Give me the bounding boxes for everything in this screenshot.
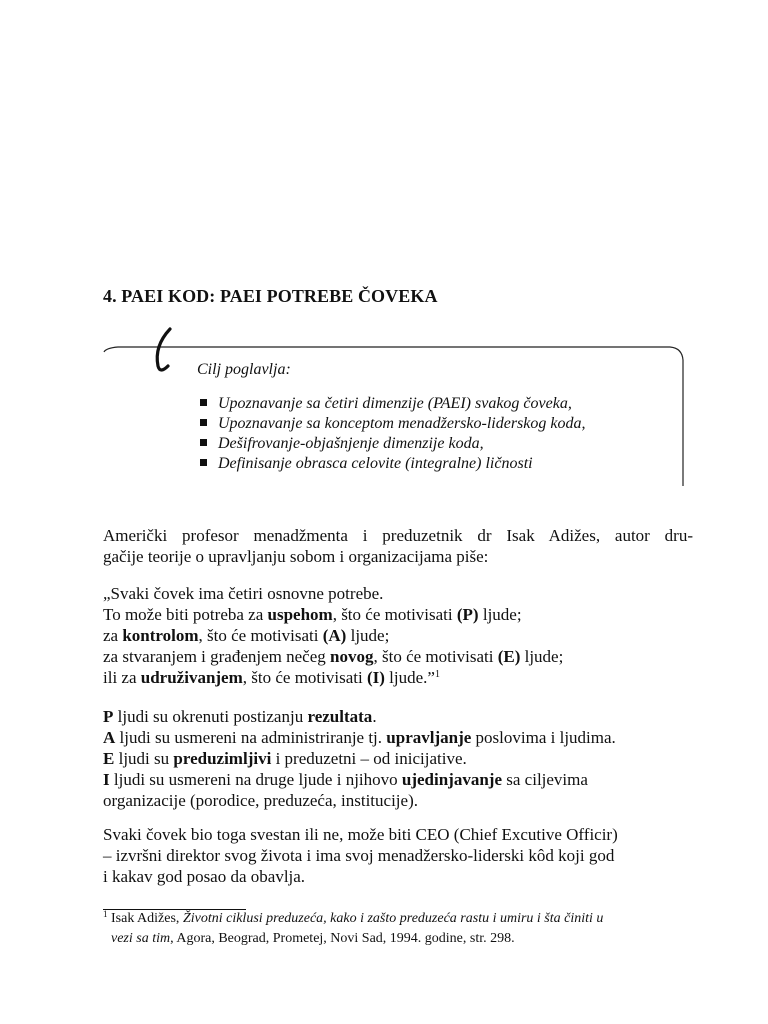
goal-item: Definisanje obrasca celovite (integralne) ličnosti <box>200 454 585 474</box>
type-e-line: E ljudi su preduzimljivi i preduzetni – od inicijative. <box>103 749 467 768</box>
goal-item: Upoznavanje sa konceptom menadžersko-liderskog koda, <box>200 414 585 434</box>
adizes-quote: „Svaki čovek ima četiri osnovne potrebe. To može biti potreba za uspehom, što će motivisati (P) ljude; za kontrolom, što će motivisati (A) ljude; za stvaranjem i građenjem nečeg novog, što će motivisati (E) ljude; ili za udruživanjem, što će motivisati (I) ljude.”$^1$ <box>103 584 564 687</box>
intro-paragraph: Američki profesor menadžmenta i preduzetnik dr Isak Adižes, autor dru- gačije teorije o upravljanju sobom i organizacijama piše: <box>103 526 693 566</box>
closing-paragraph: Svaki čovek bio toga svestan ili ne, može biti CEO (Chief Excutive Officir) – izvršni direktor svog života i ima svoj menadžersko-liderski kôd koji god i kakav god posao da obavlja. <box>103 825 618 886</box>
paei-types-paragraph: P ljudi su okrenuti postizanju rezultata. A ljudi su usmereni na administriranje tj. upravljanje poslovima i ljudima. E ljudi su preduzimljivi i preduzetni – od inicijative. I ljudi su usmereni na druge ljude i njihovo ujedinjavanje sa ciljevima organizacije (porodice, preduzeća, institucije). <box>103 706 693 811</box>
goal-item: Upoznavanje sa četiri dimenzije (PAEI) svakog čoveka, <box>200 394 585 414</box>
footnote: $^1$ Isak Adižes, Životni ciklusi preduzeća, kako i zašto preduzeća rastu i umiru i šta činiti u vezi sa tim, Agora, Beograd, Prometej, Novi Sad, 1994. godine, str. 298. <box>103 909 604 946</box>
goals-list <box>200 394 585 474</box>
goals-heading: Cilj poglavlja: <box>197 361 291 378</box>
footnote-reference[interactable]: 1 <box>434 669 440 680</box>
square-bullet-icon <box>200 459 207 466</box>
footnote-mark: 1 <box>103 909 108 919</box>
square-bullet-icon <box>200 399 207 406</box>
square-bullet-icon <box>200 439 207 446</box>
chapter-title: 4. PAEI KOD: PAEI POTREBE ČOVEKA <box>103 286 438 306</box>
type-i-line: I ljudi su usmereni na druge ljude i njihovo ujedinjavanje sa ciljevima <box>103 770 588 789</box>
type-p-line: P ljudi su okrenuti postizanju rezultata. <box>103 707 377 726</box>
goal-item: Dešifrovanje-objašnjenje dimenzije koda, <box>200 434 585 454</box>
type-a-line: A ljudi su usmereni na administriranje tj. upravljanje poslovima i ljudima. <box>103 728 616 747</box>
square-bullet-icon <box>200 419 207 426</box>
